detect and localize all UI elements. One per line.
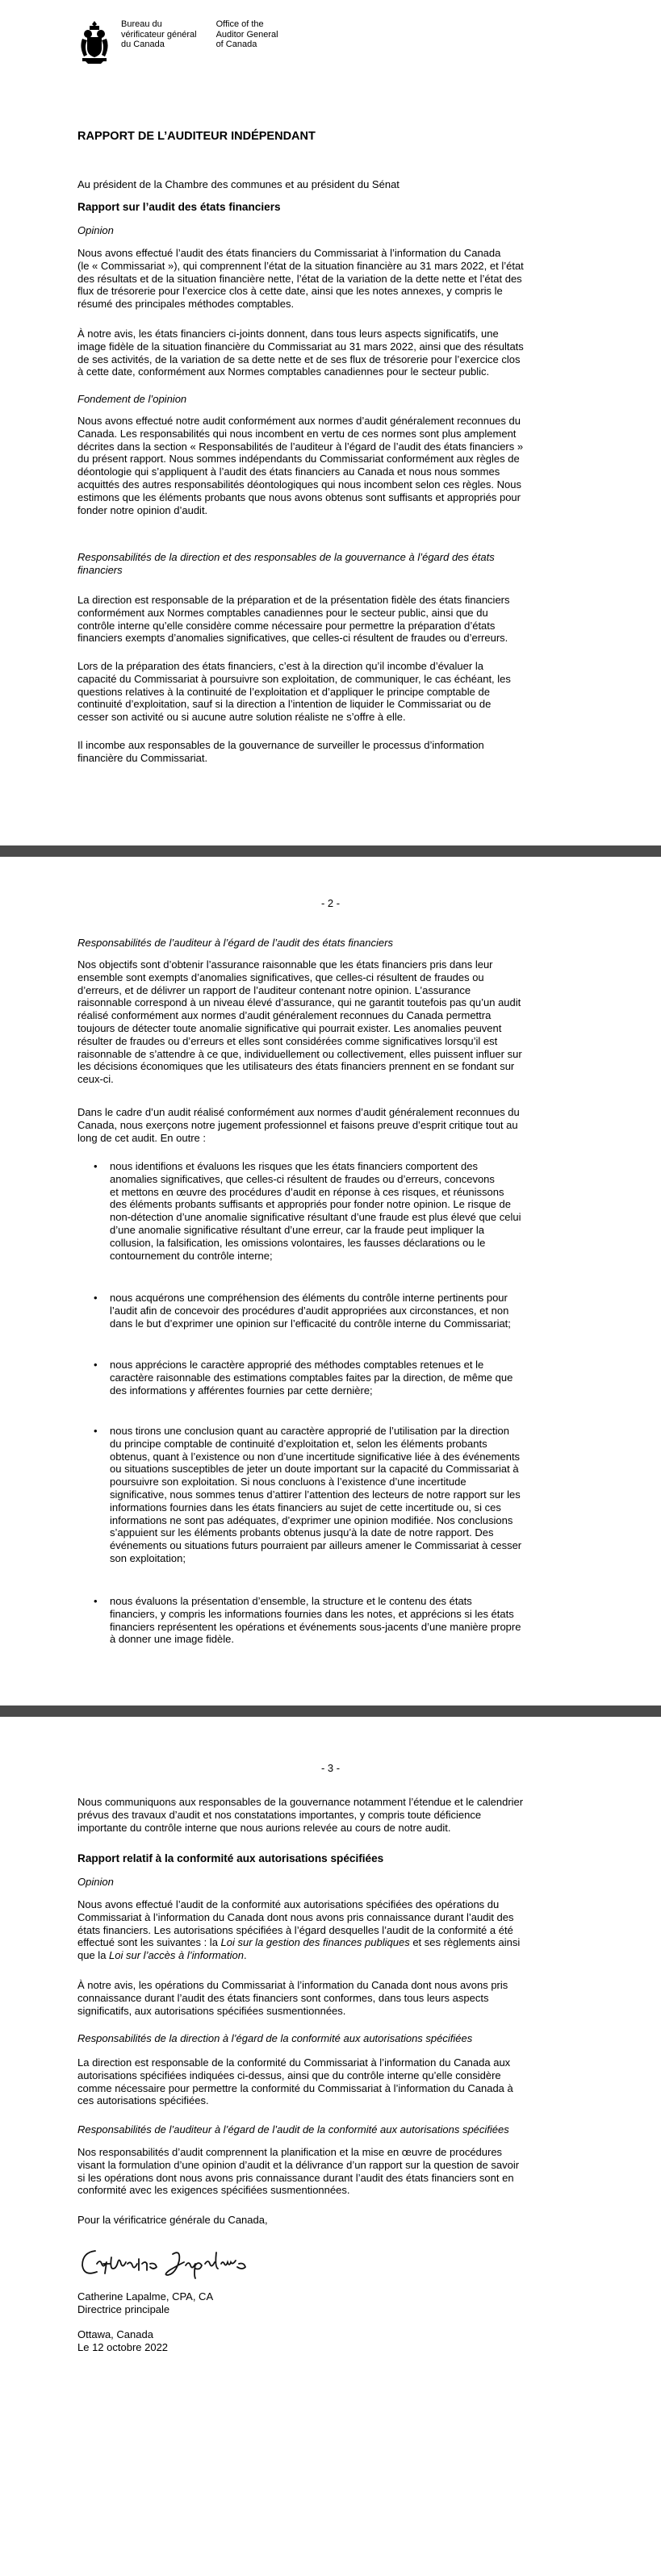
text-line: contrôle interne qu’elle considère comme nécessaire pour permettre la préparation d’états [77,619,496,632]
text-line [77,1936,584,1949]
letterhead-english [216,19,278,50]
text-line: financière du Commissariat. [77,751,208,764]
text-line: contournement du contrôle interne; [110,1249,273,1262]
compliance-auditor-heading-text: Responsabilités de l’auditeur à l’égard de l’audit de la conformité aux autorisations spécifiées [77,2123,509,2136]
text-line: connaissance durant l’audit des états financiers sont conformes, dans tous leurs aspects [77,1991,489,2004]
compliance-auditor-heading [77,2123,584,2136]
text-line: obtenus, quant à l’existence ou non d’une incertitude significative liée à des événements [110,1450,521,1463]
text-line: des éléments probants suffisants et appropriés pour fonder notre opinion. Le risque de [110,1198,511,1211]
page-1 [0,0,661,845]
list-item [77,1359,584,1397]
text-line: conformément aux Normes comptables canadiennes pour le secteur public, ainsi que du [77,606,488,619]
text-line: (le « Commissariat »), qui comprennent l’état de la situation financière au 31 mars 2022, et l’état [77,259,524,272]
opinion-paragraph-1 [77,247,584,311]
text-line: des résultats et de la situation financière nette, l’état de la variation de la dette nette et l’état des [77,272,522,285]
basis-heading [77,393,584,406]
text-line: anomalies significatives, que celles-ci résultent de fraudes ou d’erreurs, concevons [110,1172,495,1185]
list-item [77,1425,584,1565]
text-line: des informations y afférentes fournies par cette dernière; [110,1384,373,1397]
text-line: cesser son activité ou si aucune autre solution réaliste ne s’offre à elle. [77,711,406,724]
text-line: nous évaluons la présentation d’ensemble, la structure et le contenu des états [110,1595,472,1607]
text-line: caractère raisonnable des estimations comptables faites par la direction, de même que [110,1371,513,1384]
text-line: acquittés des autres responsabilités déontologiques qui nous incombent selon ces règles. Nous [77,478,521,491]
report-title-text: RAPPORT DE L’AUDITEUR INDÉPENDANT [77,130,316,143]
text-line: nous tirons une conclusion quant au caractère approprié de l’utilisation par la direction [110,1425,510,1437]
compliance-opinion-paragraph-1 [77,1898,584,1962]
text-line: nous acquérons une compréhension des éléments du contrôle interne pertinents pour [110,1292,508,1304]
text-line: et mettons en œuvre des procédures d’audit en réponse à ces risques, et réunissons [110,1185,504,1198]
text-line: collusion, la falsification, les omissions volontaires, les fausses déclarations ou le [110,1236,486,1249]
page-3 [0,1717,661,2576]
text-line: informations ne sont pas adéquates, d’exprimer une opinion modifiée. Nos conclusions [110,1513,513,1526]
text-line: l’audit afin de concevoir des procédures d’audit appropriées aux circonstances, et non [110,1304,509,1317]
text-line: financiers [77,563,123,576]
text-line: significatifs, aux autorisations spécifiées susmentionnées. [77,2004,346,2017]
text-line: Dans le cadre d’un audit réalisé conformément aux normes d’audit généralement reconnues du [77,1106,520,1118]
bullet-icon: • [94,1160,98,1172]
letterhead-fr-line: du Canada [121,40,165,49]
text-line: déontologie qui s’appliquent à l’audit des états financiers au Canada et nous nous sommes [77,466,500,478]
text-line: de ses activités, de la variation de sa dette nette et de ses flux de trésorerie pour l’exercice clos [77,353,521,365]
text-line: du présent rapport. Nous sommes indépendants du Commissariat conformément aux règles de [77,453,520,466]
section-title [77,201,584,214]
text-line: ces autorisations spécifiées. [77,2094,209,2107]
text-line: son exploitation; [110,1551,186,1564]
page-2 [0,857,661,1706]
addressee [77,178,584,191]
text-line: flux de trésorerie pour l’exercice clos à cette date, ainsi que les notes annexes, y compris le [77,285,503,298]
bullet-icon: • [94,1425,98,1437]
text-line: conformité avec les exigences spécifiées susmentionnées. [77,2184,350,2197]
text-line [77,1949,584,1962]
text-line: nous identifions et évaluons les risques que les états financiers comportent des [110,1160,478,1172]
law-title: Loi sur l’accès à l’information [109,1949,244,1962]
text-line: résulter de fraudes ou d’erreurs et elles sont considérées comme significatives lorsqu’il est [77,1034,498,1047]
text-line: La direction est responsable de la conformité du Commissariat à l’information du Canada aux [77,2056,511,2069]
text-line: raisonnable correspond à un niveau élevé d’assurance, qui ne garantit toutefois pas qu’un audit [77,996,521,1009]
compliance-management-heading-text: Responsabilités de la direction à l’égard de la conformité aux autorisations spécifiées [77,2032,473,2044]
letterhead [77,19,298,65]
text-line: prévus des travaux d’audit et nos constatations importantes, y compris toute déficience [77,1808,482,1821]
text-line: financiers exempts d’anomalies significatives, que celles-ci résultent de fraudes ou d’erreurs. [77,632,508,645]
letterhead-french [121,19,197,50]
text-line: Canada. Les responsabilités qui nous incombent en vertu de ces normes sont plus amplement [77,427,517,440]
text-line: les décisions économiques que les utilisateurs des états financiers prennent en se fondant sur [77,1060,515,1073]
text-line: capacité du Commissariat à poursuivre son exploitation, de communiquer, le cas échéant, les [77,672,511,685]
opinion-heading-text: Opinion [77,224,114,236]
text-line: ceux-ci. [77,1073,114,1086]
text-line: s’appuient sur les éléments probants obtenus jusqu’à la date de notre rapport. Des [110,1526,494,1539]
text-line: Commissariat à l’information du Canada dont nous avons pris connaissance durant l’audit des [77,1910,514,1923]
auditor-heading [77,937,584,950]
compliance-management-paragraph [77,2056,584,2107]
list-item [77,1160,584,1262]
text-line: résumé des principales méthodes comptables. [77,298,295,311]
auditor-paragraph-2 [77,1106,584,1144]
report-title [77,131,584,144]
compliance-management-heading [77,2032,584,2045]
text-line: long de cet audit. En outre : [77,1131,206,1144]
compliance-opinion-heading-text: Opinion [77,1876,114,1888]
compliance-section-title-text: Rapport relatif à la conformité aux autorisations spécifiées [77,1852,384,1864]
text-line: ou situations susceptibles de jeter un doute important sur la capacité du Commissariat à [110,1463,519,1476]
text-line: À notre avis, les opérations du Commissariat à l’information du Canada dont nous avons pris [77,1979,508,1991]
report-date: Le 12 octobre 2022 [77,2340,169,2353]
text-line: ensemble sont exempts d’anomalies significatives, que celles-ci résultent de fraudes ou [77,971,484,983]
letterhead-en-line: Office of the [215,19,264,29]
text-line: image fidèle de la situation financière du Commissariat au 31 mars 2022, ainsi que des résultats [77,340,524,353]
letterhead-fr-line: vérificateur général [121,29,197,40]
text-line: du principe comptable de continuité d’exploitation et, selon les éléments probants [110,1437,487,1450]
list-item [77,1595,584,1646]
text-line: autorisations spécifiées indiquées ci-dessus, ainsi que du contrôle interne qu’elle considère [77,2069,501,2081]
letterhead-en-line: of Canada [215,40,257,49]
text-line: Nous avons effectué l’audit des états financiers du Commissariat à l’information du Canada [77,247,501,259]
text-line: Nous communiquons aux responsables de la gouvernance notamment l’étendue et le calendrier [77,1796,524,1808]
text-line: dans le but d’exprimer une opinion sur l’efficacité du contrôle interne du Commissariat; [110,1317,511,1330]
signer-title: Directrice principale [77,2303,170,2315]
basis-heading-text: Fondement de l’opinion [77,393,187,405]
management-paragraph-2 [77,660,584,724]
text-line: Lors de la préparation des états financiers, c’est à la direction qu’il incombe d’évaluer la [77,660,483,672]
text-line: visant la formulation d’une opinion d’audit et la délivrance d’un rapport sur la question de savoir [77,2158,520,2171]
text-line: événements ou situations futurs pourraient par ailleurs amener le Commissariat à cesser [110,1539,522,1552]
text-line: À notre avis, les états financiers ci-joints donnent, dans tous leurs aspects significatifs, une [77,328,499,340]
text-span: effectué sont les suivantes : la [77,1936,218,1949]
text-line: réalisé conformément aux normes d’audit généralement reconnues du Canada permettra [77,1009,492,1022]
bullet-icon: • [94,1292,98,1304]
compliance-section-title [77,1852,584,1865]
text-line: Nous avons effectué l’audit de la conformité aux autorisations spécifiées des opérations du [77,1898,500,1910]
text-span: et ses règlements ainsi [409,1936,521,1949]
coat-of-arms-icon [77,19,111,65]
text-line: Nos responsabilités d’audit comprennent la planification et la mise en œuvre de procédures [77,2146,503,2158]
text-line: poursuivre son exploitation. Si nous concluons à l’existence d’une incertitude [110,1476,466,1488]
place-date-block [77,2328,584,2354]
text-line: d’une anomalie significative résultant d’une erreur, car la fraude peut impliquer la [110,1223,484,1236]
compliance-opinion-heading [77,1876,584,1889]
text-line: Responsabilités de la direction et des responsables de la gouvernance à l’égard des états [77,551,495,563]
text-line: toujours de détecter toute anomalie significative qui pourrait exister. Les anomalies peuvent [77,1021,502,1034]
closing-text: Pour la vérificatrice générale du Canada, [77,2214,268,2226]
addressee-text: Au président de la Chambre des communes et au président du Sénat [77,178,400,190]
text-line: Il incombe aux responsables de la gouvernance de surveiller le processus d’information [77,739,484,751]
text-line: Nos objectifs sont d’obtenir l’assurance raisonnable que les états financiers pris dans leur [77,958,493,971]
report-place: Ottawa, Canada [77,2328,153,2340]
text-line: décrites dans la section « Responsabilités de l’auditeur à l’égard de l’audit des états financiers » [77,440,524,453]
text-line: informations fournies dans les états financiers au sujet de cette incertitude ou, si ces [110,1501,501,1513]
section-title-text: Rapport sur l’audit des états financiers [77,201,281,213]
letterhead-en-line: Auditor General [215,29,278,40]
bullet-icon: • [94,1595,98,1607]
text-line: financiers représentent les opérations et événements sous-jacents d’une manière propre [110,1620,521,1633]
text-span: que la [77,1949,110,1962]
page-number: - 3 - [320,1762,341,1774]
closing-line [77,2214,584,2227]
auditor-heading-text: Responsabilités de l’auditeur à l’égard de l’audit des états financiers [77,937,393,949]
text-line: non-détection d’une anomalie significative résultant d’une fraude est plus élevé que celui [110,1211,521,1224]
auditor-paragraph-1 [77,958,584,1086]
basis-paragraph [77,415,584,516]
text-line: comme nécessaire pour permettre la conformité du Commissariat à l’information du Canada à [77,2081,513,2094]
signer-name: Catherine Lapalme, CPA, CA [77,2290,214,2303]
management-paragraph-1 [77,594,584,645]
compliance-auditor-paragraph [77,2146,584,2197]
text-line: nous apprécions le caractère approprié des méthodes comptables retenues et le [110,1359,484,1371]
governance-paragraph [77,1796,584,1834]
opinion-heading [77,224,584,237]
text-line: La direction est responsable de la préparation et de la présentation fidèle des états financiers [77,594,510,606]
text-line: Canada, nous exerçons notre jugement professionnel et faisons preuve d’esprit critique tout au [77,1118,518,1131]
text-line: d’erreurs, et de délivrer un rapport de l’auditeur contenant notre opinion. L’assurance [77,983,471,996]
text-line: à cette date, conformément aux Normes comptables canadiennes pour le secteur public. [77,365,490,378]
text-span: . [243,1949,247,1962]
handwritten-signature [77,2240,263,2285]
signer-block [77,2290,584,2316]
management-heading [77,551,584,577]
text-line: significative, nous sommes tenus d’attirer l’attention des lecteurs de notre rapport sur les [110,1488,521,1501]
letterhead-fr-line: Bureau du [121,19,162,29]
compliance-opinion-paragraph-2 [77,1979,584,2017]
text-line: financiers, y compris les informations fournies dans les notes, et apprécions si les états [110,1607,514,1620]
bullet-icon: • [94,1359,98,1371]
list-item [77,1292,584,1330]
text-line: raisonnable de s’attendre à ce que, individuellement ou collectivement, elles puissent influer sur [77,1047,522,1060]
text-line: à donner une image fidèle. [110,1633,234,1646]
text-line: estimons que les éléments probants que nous avons obtenus sont suffisants et appropriés pour [77,491,521,503]
text-line: Nous avons effectué notre audit conformément aux normes d’audit généralement reconnues du [77,415,521,427]
text-line: importante du contrôle interne que nous aurions relevée au cours de notre audit. [77,1821,451,1834]
management-paragraph-3 [77,739,584,765]
law-title: Loi sur la gestion des finances publiques [220,1936,410,1949]
text-line: fonder notre opinion d’audit. [77,503,208,516]
page-number: - 2 - [320,897,341,909]
text-line: états financiers. Les autorisations spécifiées à l’égard desquelles l’audit de la conformité a été [77,1923,513,1936]
text-line: questions relatives à la continuité de l’exploitation et d’appliquer le principe comptable de [77,685,490,698]
opinion-paragraph-2 [77,328,584,378]
text-line: continuité d’exploitation, sauf si la direction a l’intention de liquider le Commissariat ou de [77,698,492,711]
text-line: si les opérations dont nous avons pris connaissance durant l’audit des états financiers sont en [77,2171,514,2184]
